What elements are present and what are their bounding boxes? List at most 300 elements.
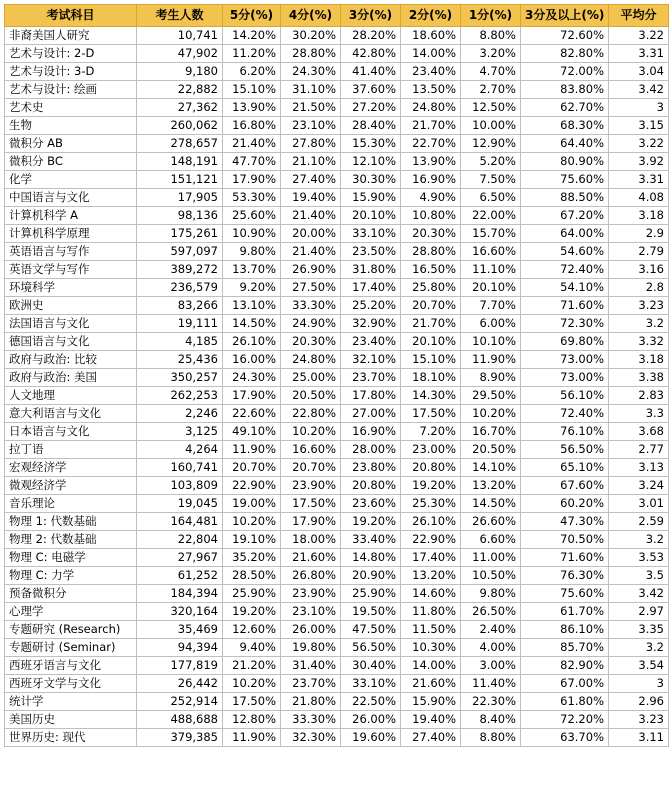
cell-mean: 3.22 (609, 27, 669, 45)
table-row (5, 711, 669, 729)
cell-pass-rate: 67.00% (521, 675, 609, 693)
cell-subject: 微积分 BC (5, 153, 137, 171)
cell-pass-rate: 72.30% (521, 315, 609, 333)
cell-score5: 13.70% (223, 261, 281, 279)
table-row (5, 135, 669, 153)
cell-score1: 8.80% (461, 27, 521, 45)
cell-score3: 23.60% (341, 495, 401, 513)
cell-score2: 23.40% (401, 63, 461, 81)
cell-subject: 意大利语言与文化 (5, 405, 137, 423)
cell-score1: 14.10% (461, 459, 521, 477)
cell-score3: 28.20% (341, 27, 401, 45)
cell-score4: 21.40% (281, 243, 341, 261)
table-row (5, 459, 669, 477)
cell-mean: 2.97 (609, 603, 669, 621)
cell-pass-rate: 82.90% (521, 657, 609, 675)
cell-score3: 17.40% (341, 279, 401, 297)
cell-subject: 英语语言与写作 (5, 243, 137, 261)
cell-subject: 非裔美国人研究 (5, 27, 137, 45)
cell-score5: 10.20% (223, 513, 281, 531)
cell-pass-rate: 56.50% (521, 441, 609, 459)
cell-score2: 24.80% (401, 99, 461, 117)
cell-candidates: 389,272 (137, 261, 223, 279)
cell-score2: 27.40% (401, 729, 461, 747)
cell-score4: 23.90% (281, 585, 341, 603)
table-row (5, 423, 669, 441)
cell-score1: 16.70% (461, 423, 521, 441)
cell-score5: 10.20% (223, 675, 281, 693)
cell-score1: 10.00% (461, 117, 521, 135)
cell-candidates: 3,125 (137, 423, 223, 441)
cell-score5: 9.80% (223, 243, 281, 261)
cell-score2: 17.50% (401, 405, 461, 423)
cell-score2: 16.50% (401, 261, 461, 279)
cell-pass-rate: 67.20% (521, 207, 609, 225)
score-distribution-table (4, 4, 669, 747)
cell-score1: 29.50% (461, 387, 521, 405)
cell-subject: 艺术与设计: 绘画 (5, 81, 137, 99)
cell-pass-rate: 70.50% (521, 531, 609, 549)
cell-pass-rate: 75.60% (521, 585, 609, 603)
cell-score4: 21.40% (281, 207, 341, 225)
cell-mean: 3.53 (609, 549, 669, 567)
table-row (5, 513, 669, 531)
score-table-container (4, 4, 668, 747)
table-row (5, 693, 669, 711)
cell-subject: 微观经济学 (5, 477, 137, 495)
cell-pass-rate: 86.10% (521, 621, 609, 639)
cell-score1: 10.20% (461, 405, 521, 423)
cell-candidates: 61,252 (137, 567, 223, 585)
cell-subject: 世界历史: 现代 (5, 729, 137, 747)
cell-score2: 4.90% (401, 189, 461, 207)
header-score4: 4分(%) (281, 5, 341, 27)
cell-score2: 20.70% (401, 297, 461, 315)
cell-mean: 3.42 (609, 81, 669, 99)
cell-mean: 3.24 (609, 477, 669, 495)
cell-score2: 13.50% (401, 81, 461, 99)
cell-score1: 22.30% (461, 693, 521, 711)
table-row (5, 225, 669, 243)
cell-candidates: 98,136 (137, 207, 223, 225)
cell-subject: 预备微积分 (5, 585, 137, 603)
cell-candidates: 260,062 (137, 117, 223, 135)
cell-candidates: 4,185 (137, 333, 223, 351)
cell-score3: 28.40% (341, 117, 401, 135)
header-score3: 3分(%) (341, 5, 401, 27)
cell-score5: 11.90% (223, 441, 281, 459)
header-pass-rate: 3分及以上(%) (521, 5, 609, 27)
cell-subject: 政府与政治: 比较 (5, 351, 137, 369)
cell-score1: 15.70% (461, 225, 521, 243)
cell-candidates: 27,362 (137, 99, 223, 117)
table-row (5, 279, 669, 297)
cell-pass-rate: 63.70% (521, 729, 609, 747)
cell-subject: 专题研究 (Research) (5, 621, 137, 639)
cell-subject: 西班牙语言与文化 (5, 657, 137, 675)
cell-score5: 11.90% (223, 729, 281, 747)
cell-mean: 3.2 (609, 315, 669, 333)
cell-score2: 11.50% (401, 621, 461, 639)
header-mean: 平均分 (609, 5, 669, 27)
cell-score5: 9.20% (223, 279, 281, 297)
cell-score5: 10.90% (223, 225, 281, 243)
cell-mean: 3.5 (609, 567, 669, 585)
cell-score4: 20.00% (281, 225, 341, 243)
cell-score1: 7.70% (461, 297, 521, 315)
cell-score4: 23.10% (281, 117, 341, 135)
cell-candidates: 278,657 (137, 135, 223, 153)
cell-score1: 2.40% (461, 621, 521, 639)
cell-score3: 33.10% (341, 675, 401, 693)
cell-score4: 26.00% (281, 621, 341, 639)
cell-score1: 5.20% (461, 153, 521, 171)
cell-score5: 16.80% (223, 117, 281, 135)
cell-score1: 6.00% (461, 315, 521, 333)
cell-score5: 47.70% (223, 153, 281, 171)
cell-score4: 20.50% (281, 387, 341, 405)
cell-score2: 22.90% (401, 531, 461, 549)
cell-mean: 3 (609, 99, 669, 117)
cell-score3: 12.10% (341, 153, 401, 171)
table-row (5, 639, 669, 657)
cell-candidates: 27,967 (137, 549, 223, 567)
cell-score2: 15.10% (401, 351, 461, 369)
cell-candidates: 35,469 (137, 621, 223, 639)
cell-pass-rate: 61.80% (521, 693, 609, 711)
table-row (5, 621, 669, 639)
cell-score5: 25.90% (223, 585, 281, 603)
cell-score1: 14.50% (461, 495, 521, 513)
cell-mean: 3.31 (609, 45, 669, 63)
cell-score3: 32.10% (341, 351, 401, 369)
cell-subject: 宏观经济学 (5, 459, 137, 477)
cell-score5: 53.30% (223, 189, 281, 207)
table-row (5, 675, 669, 693)
cell-mean: 2.77 (609, 441, 669, 459)
cell-score4: 19.40% (281, 189, 341, 207)
cell-score5: 11.20% (223, 45, 281, 63)
cell-mean: 3.3 (609, 405, 669, 423)
cell-score1: 16.60% (461, 243, 521, 261)
table-row (5, 567, 669, 585)
cell-candidates: 25,436 (137, 351, 223, 369)
cell-score2: 11.80% (401, 603, 461, 621)
cell-pass-rate: 54.10% (521, 279, 609, 297)
table-row (5, 729, 669, 747)
header-subject: 考试科目 (5, 5, 137, 27)
cell-score2: 10.30% (401, 639, 461, 657)
cell-score2: 23.00% (401, 441, 461, 459)
cell-score1: 22.00% (461, 207, 521, 225)
cell-score3: 16.90% (341, 423, 401, 441)
table-row (5, 387, 669, 405)
cell-score1: 9.80% (461, 585, 521, 603)
cell-score2: 22.70% (401, 135, 461, 153)
cell-score4: 33.30% (281, 711, 341, 729)
cell-subject: 德国语言与文化 (5, 333, 137, 351)
cell-mean: 3.16 (609, 261, 669, 279)
cell-subject: 西班牙文学与文化 (5, 675, 137, 693)
cell-mean: 3.31 (609, 171, 669, 189)
cell-score5: 28.50% (223, 567, 281, 585)
cell-score4: 18.00% (281, 531, 341, 549)
cell-score5: 22.60% (223, 405, 281, 423)
table-row (5, 81, 669, 99)
cell-score2: 25.30% (401, 495, 461, 513)
cell-subject: 拉丁语 (5, 441, 137, 459)
cell-candidates: 17,905 (137, 189, 223, 207)
cell-score4: 10.20% (281, 423, 341, 441)
cell-candidates: 262,253 (137, 387, 223, 405)
cell-score1: 20.50% (461, 441, 521, 459)
cell-mean: 3.13 (609, 459, 669, 477)
cell-mean: 3 (609, 675, 669, 693)
cell-score5: 6.20% (223, 63, 281, 81)
cell-score1: 7.50% (461, 171, 521, 189)
cell-score5: 13.10% (223, 297, 281, 315)
table-row (5, 405, 669, 423)
cell-pass-rate: 72.40% (521, 261, 609, 279)
cell-mean: 3.32 (609, 333, 669, 351)
cell-score2: 21.70% (401, 315, 461, 333)
cell-candidates: 236,579 (137, 279, 223, 297)
cell-score3: 33.40% (341, 531, 401, 549)
cell-mean: 3.68 (609, 423, 669, 441)
cell-candidates: 19,045 (137, 495, 223, 513)
cell-pass-rate: 47.30% (521, 513, 609, 531)
cell-score3: 27.00% (341, 405, 401, 423)
cell-score3: 19.60% (341, 729, 401, 747)
cell-mean: 3.92 (609, 153, 669, 171)
cell-subject: 艺术史 (5, 99, 137, 117)
cell-score3: 14.80% (341, 549, 401, 567)
cell-score4: 17.90% (281, 513, 341, 531)
cell-pass-rate: 73.00% (521, 351, 609, 369)
cell-score4: 27.50% (281, 279, 341, 297)
cell-score5: 9.40% (223, 639, 281, 657)
cell-candidates: 103,809 (137, 477, 223, 495)
cell-score5: 12.60% (223, 621, 281, 639)
cell-mean: 3.42 (609, 585, 669, 603)
cell-score4: 16.60% (281, 441, 341, 459)
cell-score3: 23.40% (341, 333, 401, 351)
table-row (5, 531, 669, 549)
table-row (5, 117, 669, 135)
table-row (5, 207, 669, 225)
cell-score3: 30.40% (341, 657, 401, 675)
cell-score2: 14.60% (401, 585, 461, 603)
cell-mean: 3.22 (609, 135, 669, 153)
cell-score4: 21.10% (281, 153, 341, 171)
cell-score4: 23.90% (281, 477, 341, 495)
cell-candidates: 4,264 (137, 441, 223, 459)
cell-score3: 56.50% (341, 639, 401, 657)
cell-score1: 13.20% (461, 477, 521, 495)
cell-score5: 14.20% (223, 27, 281, 45)
table-row (5, 153, 669, 171)
cell-subject: 欧洲史 (5, 297, 137, 315)
cell-score1: 4.00% (461, 639, 521, 657)
cell-mean: 3.35 (609, 621, 669, 639)
cell-mean: 2.59 (609, 513, 669, 531)
cell-score1: 26.50% (461, 603, 521, 621)
cell-subject: 生物 (5, 117, 137, 135)
cell-pass-rate: 61.70% (521, 603, 609, 621)
cell-score1: 8.90% (461, 369, 521, 387)
cell-subject: 美国历史 (5, 711, 137, 729)
cell-score1: 26.60% (461, 513, 521, 531)
cell-candidates: 488,688 (137, 711, 223, 729)
table-body (5, 27, 669, 747)
cell-score3: 41.40% (341, 63, 401, 81)
header-score1: 1分(%) (461, 5, 521, 27)
cell-pass-rate: 65.10% (521, 459, 609, 477)
cell-score5: 49.10% (223, 423, 281, 441)
cell-candidates: 22,882 (137, 81, 223, 99)
cell-score4: 24.80% (281, 351, 341, 369)
cell-candidates: 184,394 (137, 585, 223, 603)
header-score5: 5分(%) (223, 5, 281, 27)
cell-candidates: 47,902 (137, 45, 223, 63)
table-row (5, 333, 669, 351)
cell-score4: 21.50% (281, 99, 341, 117)
cell-score2: 13.90% (401, 153, 461, 171)
cell-pass-rate: 67.60% (521, 477, 609, 495)
cell-score5: 19.20% (223, 603, 281, 621)
cell-candidates: 177,819 (137, 657, 223, 675)
cell-pass-rate: 73.00% (521, 369, 609, 387)
cell-score3: 42.80% (341, 45, 401, 63)
cell-candidates: 22,804 (137, 531, 223, 549)
cell-mean: 4.08 (609, 189, 669, 207)
cell-subject: 人文地理 (5, 387, 137, 405)
cell-mean: 3.54 (609, 657, 669, 675)
cell-mean: 2.96 (609, 693, 669, 711)
cell-pass-rate: 72.00% (521, 63, 609, 81)
cell-score4: 26.90% (281, 261, 341, 279)
cell-score3: 37.60% (341, 81, 401, 99)
table-row (5, 261, 669, 279)
cell-mean: 3.18 (609, 207, 669, 225)
cell-score2: 14.30% (401, 387, 461, 405)
cell-score3: 47.50% (341, 621, 401, 639)
cell-subject: 音乐理论 (5, 495, 137, 513)
cell-score5: 15.10% (223, 81, 281, 99)
header-candidates: 考生人数 (137, 5, 223, 27)
cell-candidates: 379,385 (137, 729, 223, 747)
cell-score1: 11.10% (461, 261, 521, 279)
cell-score3: 30.30% (341, 171, 401, 189)
cell-subject: 艺术与设计: 2-D (5, 45, 137, 63)
cell-score3: 31.80% (341, 261, 401, 279)
cell-score2: 25.80% (401, 279, 461, 297)
cell-subject: 中国语言与文化 (5, 189, 137, 207)
cell-subject: 物理 1: 代数基础 (5, 513, 137, 531)
cell-score2: 17.40% (401, 549, 461, 567)
cell-score4: 30.20% (281, 27, 341, 45)
cell-score4: 23.70% (281, 675, 341, 693)
cell-candidates: 19,111 (137, 315, 223, 333)
cell-mean: 3.2 (609, 531, 669, 549)
cell-score3: 23.70% (341, 369, 401, 387)
table-row (5, 189, 669, 207)
cell-score5: 13.90% (223, 99, 281, 117)
cell-pass-rate: 76.30% (521, 567, 609, 585)
cell-pass-rate: 62.70% (521, 99, 609, 117)
cell-score3: 22.50% (341, 693, 401, 711)
cell-candidates: 160,741 (137, 459, 223, 477)
cell-score4: 20.30% (281, 333, 341, 351)
cell-candidates: 148,191 (137, 153, 223, 171)
cell-score2: 14.00% (401, 657, 461, 675)
cell-score3: 19.50% (341, 603, 401, 621)
cell-pass-rate: 60.20% (521, 495, 609, 513)
cell-score5: 19.00% (223, 495, 281, 513)
table-row (5, 351, 669, 369)
cell-score2: 19.40% (401, 711, 461, 729)
table-row (5, 603, 669, 621)
cell-score5: 26.10% (223, 333, 281, 351)
cell-score5: 35.20% (223, 549, 281, 567)
cell-candidates: 151,121 (137, 171, 223, 189)
cell-score5: 17.90% (223, 387, 281, 405)
cell-score4: 17.50% (281, 495, 341, 513)
cell-mean: 2.83 (609, 387, 669, 405)
cell-score4: 24.90% (281, 315, 341, 333)
cell-candidates: 597,097 (137, 243, 223, 261)
cell-score2: 26.10% (401, 513, 461, 531)
cell-score3: 28.00% (341, 441, 401, 459)
cell-mean: 3.18 (609, 351, 669, 369)
cell-subject: 法国语言与文化 (5, 315, 137, 333)
cell-subject: 统计学 (5, 693, 137, 711)
cell-candidates: 26,442 (137, 675, 223, 693)
cell-subject: 物理 C: 力学 (5, 567, 137, 585)
cell-score1: 11.00% (461, 549, 521, 567)
cell-subject: 计算机科学原理 (5, 225, 137, 243)
cell-score2: 20.80% (401, 459, 461, 477)
cell-score2: 10.80% (401, 207, 461, 225)
cell-score5: 20.70% (223, 459, 281, 477)
cell-subject: 环境科学 (5, 279, 137, 297)
table-row (5, 657, 669, 675)
cell-score2: 28.80% (401, 243, 461, 261)
table-row (5, 585, 669, 603)
cell-score1: 12.50% (461, 99, 521, 117)
table-row (5, 549, 669, 567)
cell-pass-rate: 88.50% (521, 189, 609, 207)
cell-score3: 15.90% (341, 189, 401, 207)
cell-score4: 27.80% (281, 135, 341, 153)
cell-score3: 23.80% (341, 459, 401, 477)
cell-pass-rate: 80.90% (521, 153, 609, 171)
cell-score3: 20.80% (341, 477, 401, 495)
cell-score5: 19.10% (223, 531, 281, 549)
cell-subject: 微积分 AB (5, 135, 137, 153)
cell-pass-rate: 75.60% (521, 171, 609, 189)
cell-score4: 31.40% (281, 657, 341, 675)
cell-mean: 3.01 (609, 495, 669, 513)
cell-score3: 26.00% (341, 711, 401, 729)
cell-score5: 17.90% (223, 171, 281, 189)
cell-score4: 32.30% (281, 729, 341, 747)
cell-candidates: 9,180 (137, 63, 223, 81)
cell-pass-rate: 54.60% (521, 243, 609, 261)
cell-pass-rate: 85.70% (521, 639, 609, 657)
cell-score1: 8.80% (461, 729, 521, 747)
cell-mean: 3.11 (609, 729, 669, 747)
